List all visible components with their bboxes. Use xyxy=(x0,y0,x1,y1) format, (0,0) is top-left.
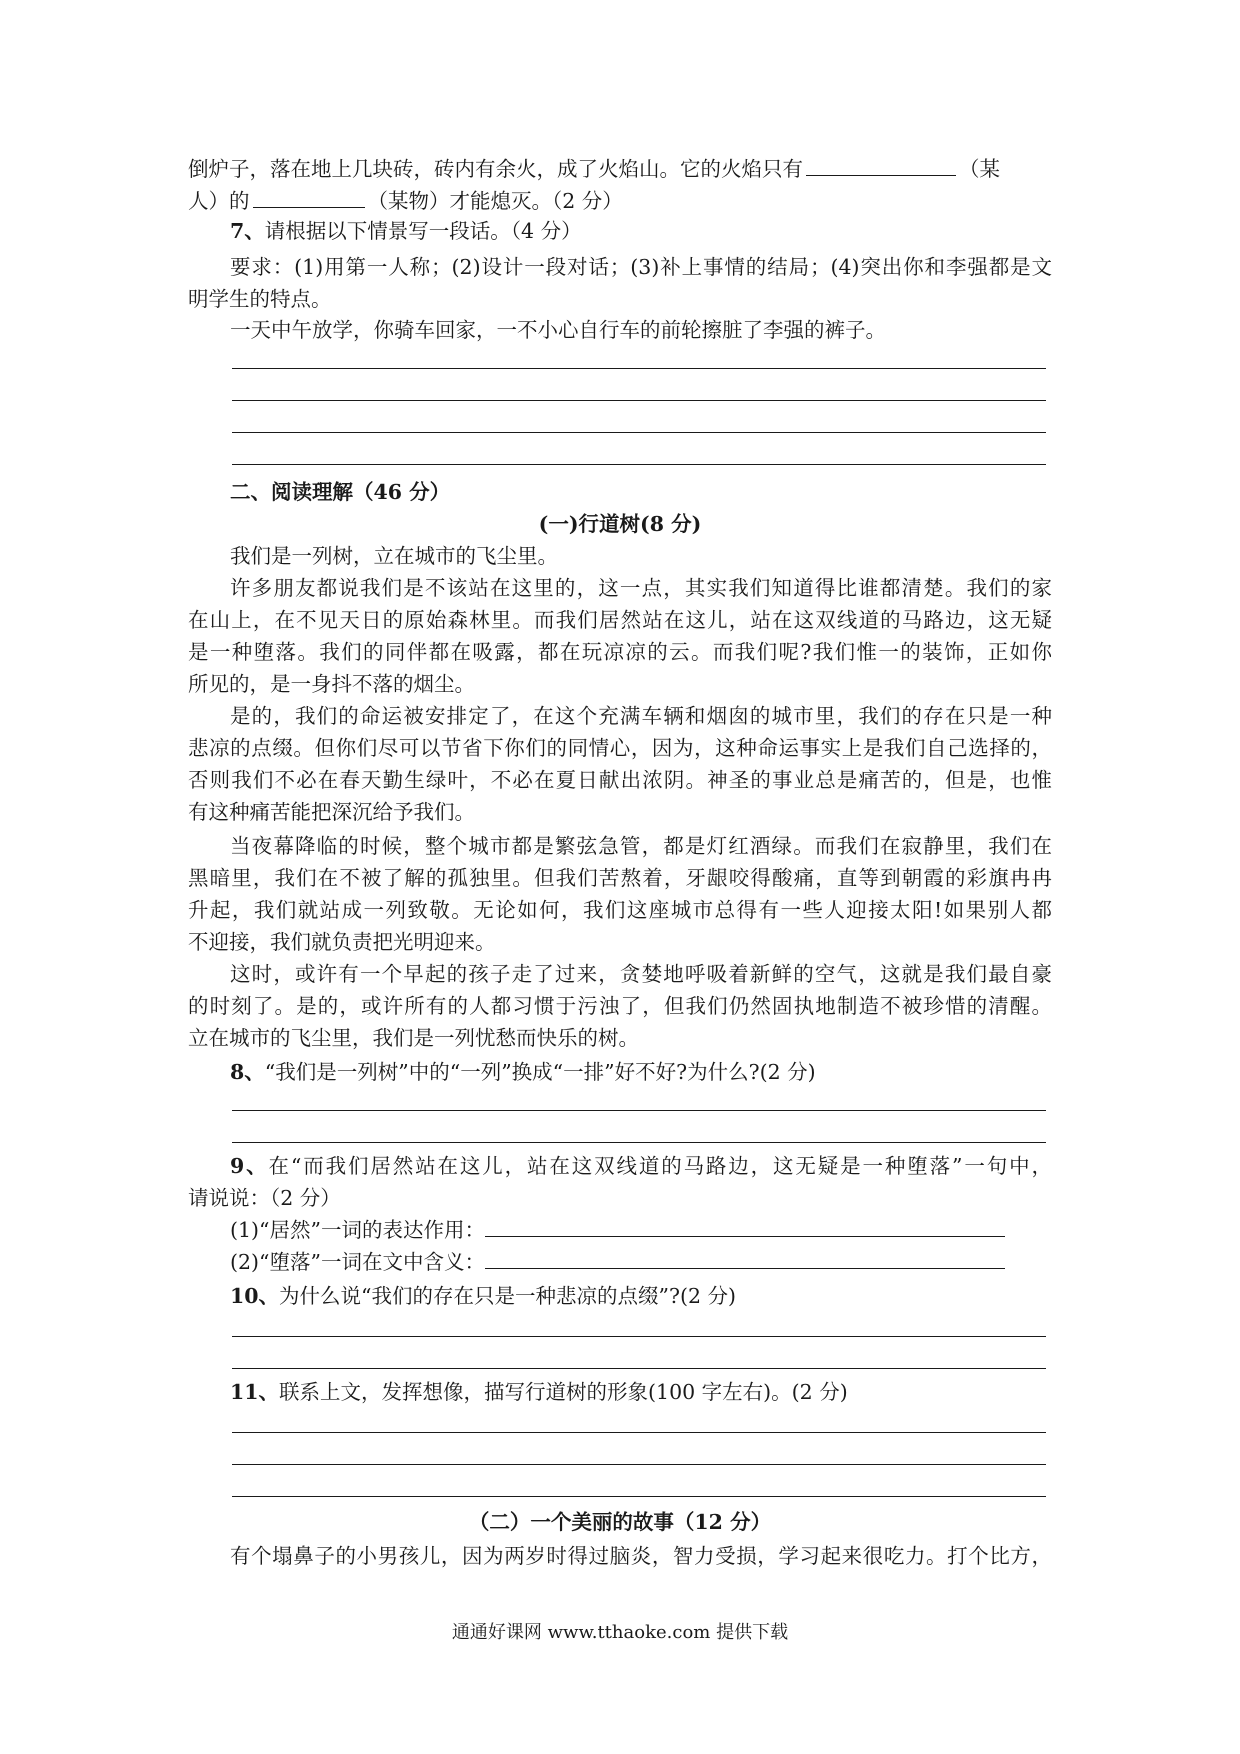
answer-line[interactable] xyxy=(485,1246,1005,1269)
answer-line[interactable] xyxy=(232,400,1046,401)
paragraph-2-line: 许多朋友都说我们是不该站在这里的，这一点，其实我们知道得比谁都清楚。我们的家 xyxy=(230,576,1052,600)
answer-line[interactable] xyxy=(232,1142,1046,1143)
paragraph-2-line: 是一种堕落。我们的同伴都在吸露，都在玩凉凉的云。而我们呢?我们惟一的装饰，正如你 xyxy=(188,640,1052,664)
answer-line[interactable] xyxy=(232,432,1046,433)
paragraph-1: 我们是一列树，立在城市的飞尘里。 xyxy=(230,544,558,568)
paragraph-2-line: 所见的，是一身抖不落的烟尘。 xyxy=(188,672,475,696)
paragraph-3-line: 是的，我们的命运被安排定了，在这个充满车辆和烟囱的城市里，我们的存在只是一种 xyxy=(230,704,1052,728)
passage-title: (一)行道树(8 分) xyxy=(538,512,702,536)
answer-line[interactable] xyxy=(485,1214,1005,1237)
answer-line[interactable] xyxy=(232,464,1046,465)
answer-line[interactable] xyxy=(232,1110,1046,1111)
answer-line[interactable] xyxy=(232,368,1046,369)
paragraph-4-line: 当夜幕降临的时候，整个城市都是繁弦急管，都是灯红酒绿。而我们在寂静里，我们在 xyxy=(230,834,1052,858)
paragraph-3-line: 否则我们不必在春天勤生绿叶，不必在夏日献出浓阴。神圣的事业总是痛苦的，但是，也惟 xyxy=(188,768,1052,792)
paragraph-4-line: 升起，我们就站成一列致敬。无论如何，我们这座城市总得有一些人迎接太阳!如果别人都 xyxy=(188,898,1052,922)
question-7-title: 7、请根据以下情景写一段话。（4 分） xyxy=(230,219,582,243)
question-10: 10、为什么说“我们的存在只是一种悲凉的点缀”?(2 分) xyxy=(230,1284,737,1308)
page-footer: 通通好课网 www.tthaoke.com 提供下载 xyxy=(451,1622,789,1643)
question-11: 11、联系上文，发挥想像，描写行道树的形象(100 字左右)。(2 分) xyxy=(230,1380,848,1404)
answer-line[interactable] xyxy=(232,1496,1046,1497)
question-8: 8、“我们是一列树”中的“一列”换成“一排”好不好?为什么?(2 分) xyxy=(230,1060,816,1084)
answer-line[interactable] xyxy=(232,1368,1046,1369)
question-9: 9、在“而我们居然站在这儿，站在这双线道的马路边，这无疑是一种堕落”一句中， xyxy=(230,1154,1052,1178)
question-7-scenario: 一天中午放学，你骑车回家，一不小心自行车的前轮擦脏了李强的裤子。 xyxy=(230,318,886,342)
question-9-sub-1: (1)“居然”一词的表达作用： xyxy=(230,1214,1005,1246)
paragraph-4-line: 黑暗里，我们在不被了解的孤独里。但我们苦熬着，牙龈咬得酸痛，直等到朝霞的彩旗冉冉 xyxy=(188,866,1052,890)
answer-blank-person[interactable] xyxy=(806,151,956,176)
passage-2-title: （二）一个美丽的故事（12 分） xyxy=(468,1510,772,1534)
paragraph-5-line: 立在城市的飞尘里，我们是一列忧愁而快乐的树。 xyxy=(188,1026,639,1050)
question-7-requirements-cont: 明学生的特点。 xyxy=(188,287,332,311)
paragraph-4-line: 不迎接，我们就负责把光明迎来。 xyxy=(188,930,496,954)
answer-line[interactable] xyxy=(232,1464,1046,1465)
paragraph-3-line: 悲凉的点缀。但你们尽可以节省下你们的同情心，因为，这种命运事实上是我们自己选择的， xyxy=(188,736,1052,760)
answer-blank-object[interactable] xyxy=(253,183,365,208)
paragraph-3-line: 有这种痛苦能把深沉给予我们。 xyxy=(188,800,475,824)
paragraph-5-line: 的时刻了。是的，或许所有的人都习惯于污浊了，但我们仍然固执地制造不被珍惜的清醒。 xyxy=(188,994,1052,1018)
fill-blank-line-1: 倒炉子，落在地上几块砖，砖内有余火，成了火焰山。它的火焰只有 （某 xyxy=(188,151,1000,185)
fill-blank-line-2: 人）的 （某物）才能熄灭。（2 分） xyxy=(188,183,623,217)
answer-line[interactable] xyxy=(232,1336,1046,1337)
question-7-requirements: 要求：(1)用第一人称；(2)设计一段对话；(3)补上事情的结局；(4)突出你和李强都是文 xyxy=(230,255,1052,279)
question-9-cont: 请说说：（2 分） xyxy=(188,1186,341,1210)
question-9-sub-2: (2)“堕落”一词在文中含义： xyxy=(230,1246,1005,1278)
paragraph-5-line: 这时，或许有一个早起的孩子走了过来，贪婪地呼吸着新鲜的空气，这就是我们最自豪 xyxy=(230,962,1052,986)
paragraph-2-line: 在山上，在不见天日的原始森林里。而我们居然站在这儿，站在这双线道的马路边，这无疑 xyxy=(188,608,1052,632)
answer-line[interactable] xyxy=(232,1432,1046,1433)
passage-2-line: 有个塌鼻子的小男孩儿，因为两岁时得过脑炎，智力受损，学习起来很吃力。打个比方， xyxy=(230,1544,1052,1568)
section-heading: 二、阅读理解（46 分） xyxy=(230,480,451,504)
